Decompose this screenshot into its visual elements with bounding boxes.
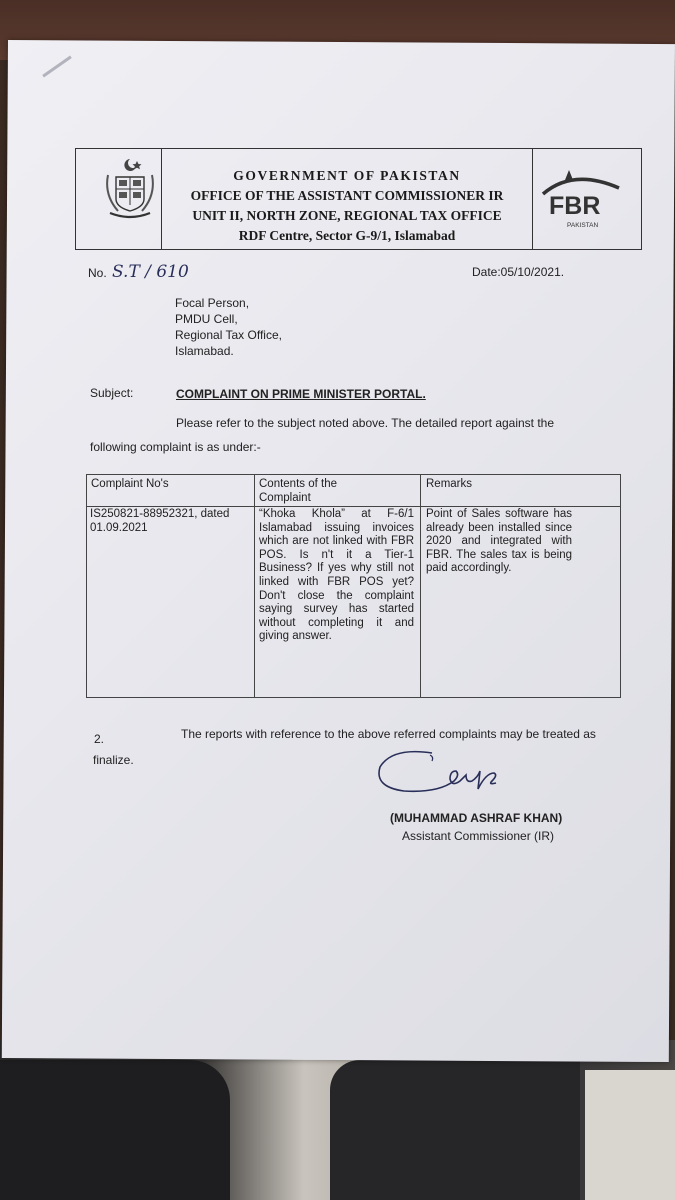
background-object-right (330, 1060, 580, 1200)
addressee-line-3: Regional Tax Office, (175, 328, 282, 342)
state-emblem-icon (100, 155, 160, 225)
fbr-logo-icon (535, 168, 625, 233)
closing-line-2: finalize. (93, 753, 134, 767)
background-light-patch (585, 1070, 675, 1200)
table-header-divider (87, 506, 620, 507)
cell-complaint-no: IS250821-88952321, dated 01.09.2021 (90, 508, 230, 534)
letterhead-line-2: OFFICE OF THE ASSISTANT COMMISSIONER IR (190, 188, 504, 203)
ref-no-handwritten: S.T / 610 (112, 262, 189, 282)
letterhead-line-4: RDF Centre, Sector G-9/1, Islamabad (238, 228, 456, 243)
intro-line-2: following complaint is as under:- (90, 440, 261, 454)
complaint-table (86, 474, 621, 698)
cell-contents: “Khoka Khola” at F-6/1 Islamabad issuing invoices which are not linked with FBR POS. Is n't it a Tier-1 Business? If yes why still not linked with FBR POS yet? Don't close the complaint saying survey has started without completing it and giving answer. (259, 508, 414, 643)
table-divider-2 (420, 475, 421, 697)
ref-no-label: No. (88, 266, 107, 280)
signature-image (370, 745, 550, 810)
signatory-title: Assistant Commissioner (IR) (402, 829, 555, 843)
intro-line-1: Please refer to the subject noted above. The detailed report against the (176, 416, 555, 430)
table-header-complaint-no: Complaint No's (91, 478, 169, 490)
subject-label: Subject: (90, 386, 134, 400)
table-divider-1 (254, 475, 255, 697)
letterhead-line-1: GOVERNMENT OF PAKISTAN (233, 168, 461, 183)
cell-remarks: Point of Sales software has already been installed since 2020 and integrated with FBR. The sales tax is being paid accordingly. (426, 508, 572, 575)
letter-date: Date:05/10/2021. (472, 265, 565, 279)
letterhead-divider-right (532, 149, 533, 249)
letterhead-text (162, 166, 532, 246)
addressee-line-2: PMDU Cell, (175, 312, 238, 326)
addressee-line-1: Focal Person, (175, 296, 250, 310)
closing-line-1: The reports with reference to the above referred complaints may be treated as (181, 727, 596, 741)
fbr-logo-subtext: PAKISTAN (567, 222, 599, 229)
letterhead-line-3: UNIT II, NORTH ZONE, REGIONAL TAX OFFICE (192, 208, 502, 223)
para-number: 2. (94, 732, 105, 746)
fbr-logo-text: FBR (549, 192, 601, 220)
table-header-remarks: Remarks (426, 478, 473, 490)
table-header-contents: Contents of the Complaint (259, 478, 337, 504)
signatory-name: (MUHAMMAD ASHRAF KHAN) (390, 811, 563, 825)
background-object-left (0, 1060, 230, 1200)
addressee-line-4: Islamabad. (175, 344, 234, 358)
subject-text: COMPLAINT ON PRIME MINISTER PORTAL. (176, 387, 426, 401)
